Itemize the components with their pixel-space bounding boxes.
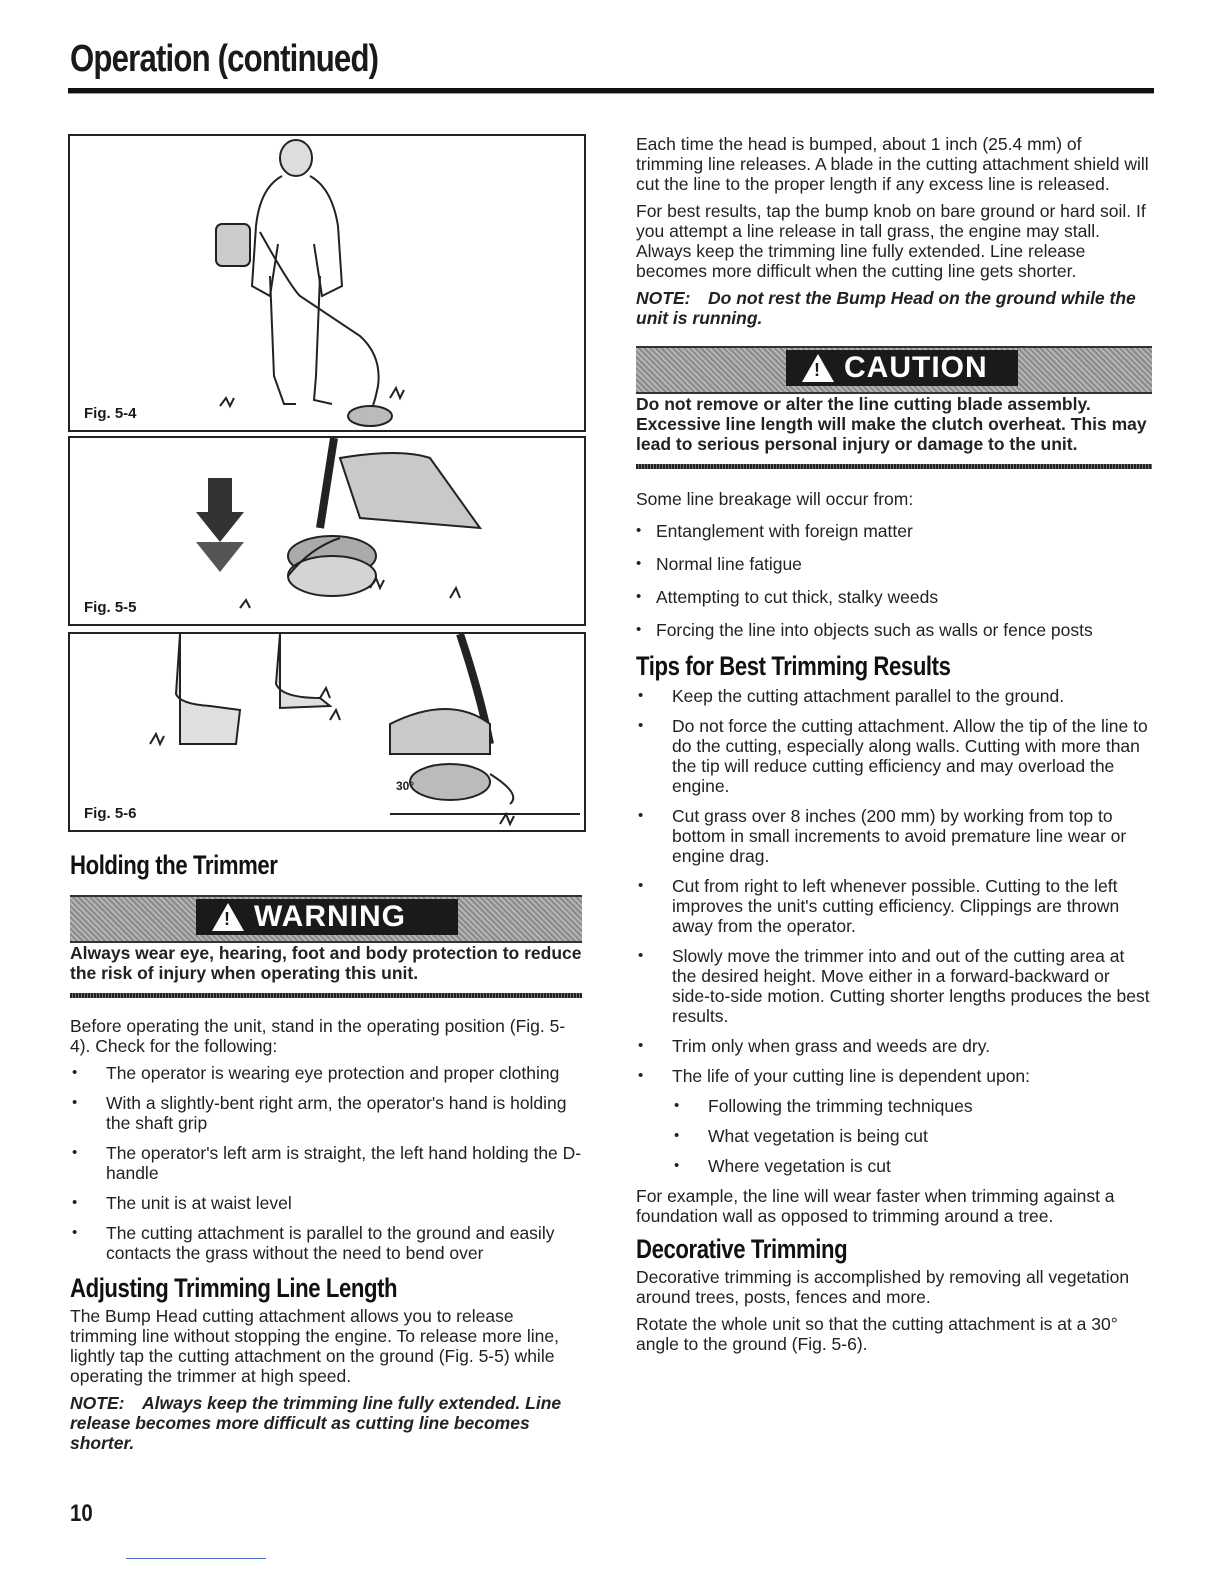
tips-heading: Tips for Best Trimming Results — [636, 651, 951, 681]
warning-text: Always wear eye, hearing, foot and body protection to reduce the risk of injury when operating this unit. — [70, 943, 582, 983]
caution-text: Do not remove or alter the line cutting blade assembly. Excessive line length will make the clutch overheat. This may lead to serious personal injury or damage to the unit. — [636, 394, 1147, 454]
list-item: • Where vegetation is cut — [636, 1156, 1152, 1176]
holding-heading: Holding the Trimmer — [70, 850, 278, 880]
list-item: • Keep the cutting attachment parallel to the ground. — [636, 686, 1152, 706]
bump-paragraph: Each time the head is bumped, about 1 inch (25.4 mm) of trimming line releases. A blade in the cutting attachment shield will cut the line to the proper length if any excess line is released. — [636, 134, 1149, 194]
adjusting-heading: Adjusting Trimming Line Length — [70, 1273, 398, 1303]
caution-label: CAUTION — [844, 351, 988, 384]
fig-5-5-label: Fig. 5-5 — [84, 599, 137, 616]
bump-head-illustration — [70, 438, 584, 624]
list-item: • Slowly move the trimmer into and out of the cutting area at the desired height. Move either in a forward-backward or side-to-side motion. Cutting shorter lengths produces the best results. — [636, 946, 1152, 1026]
left-column — [70, 850, 582, 1460]
page-title: Operation (continued) — [70, 38, 379, 80]
note-label: NOTE: — [70, 1393, 125, 1413]
note-text: Do not rest the Bump Head on the ground while the unit is running. — [636, 288, 1136, 328]
caution-banner-inner — [786, 350, 1018, 386]
list-item: • What vegetation is being cut — [636, 1126, 1152, 1146]
caution-icon: ! — [802, 354, 834, 382]
list-item: • The cutting attachment is parallel to the ground and easily contacts the grass without the need to bend over — [70, 1223, 582, 1263]
list-item: • Normal line fatigue — [636, 554, 1152, 574]
angle-label: 30° — [396, 779, 415, 793]
tips-sublist — [636, 1096, 1152, 1176]
caution-rule — [636, 464, 1152, 469]
list-item: • With a slightly-bent right arm, the operator's hand is holding the shaft grip — [70, 1093, 582, 1133]
adjusting-body: The Bump Head cutting attachment allows you to release trimming line without stopping the engine. To release more line, lightly tap the cutting attachment on the ground (Fig. 5-5) while operating the trimmer at high speed. — [70, 1306, 559, 1386]
right-column — [636, 134, 1152, 1361]
decorative-trim-illustration — [70, 634, 584, 830]
warning-banner — [70, 895, 582, 943]
breakage-list — [636, 521, 1152, 640]
list-item: • Forcing the line into objects such as walls or fence posts — [636, 620, 1152, 640]
list-item: • Entanglement with foreign matter — [636, 521, 1152, 541]
figure-5-4 — [68, 134, 586, 432]
warning-banner-inner — [196, 899, 458, 935]
caution-banner — [636, 346, 1152, 394]
figure-5-5 — [68, 436, 586, 626]
page-number: 10 — [70, 1500, 93, 1527]
warning-icon: ! — [212, 903, 244, 931]
title-rule — [68, 88, 1154, 94]
decorative-p1: Decorative trimming is accomplished by removing all vegetation around trees, posts, fences and more. — [636, 1267, 1130, 1307]
list-item: • The life of your cutting line is dependent upon: — [636, 1066, 1152, 1086]
decorative-p2: Rotate the whole unit so that the cutting attachment is at a 30° angle to the ground (Fig. 5-6). — [636, 1314, 1118, 1354]
holding-intro: Before operating the unit, stand in the operating position (Fig. 5-4). Check for the following: — [70, 1016, 566, 1056]
list-item: • Cut grass over 8 inches (200 mm) by working from top to bottom in small increments to avoid premature line wear or engine drag. — [636, 806, 1152, 866]
figure-5-6 — [68, 632, 586, 832]
adjusting-note — [70, 1393, 582, 1453]
list-item: • Attempting to cut thick, stalky weeds — [636, 587, 1152, 607]
footer-line — [126, 1558, 266, 1559]
note-text: Always keep the trimming line fully extended. Line release becomes more difficult as cutting line becomes shorter. — [70, 1393, 562, 1453]
fig-5-6-label: Fig. 5-6 — [84, 805, 137, 822]
decorative-heading: Decorative Trimming — [636, 1234, 848, 1264]
fig-5-4-label: Fig. 5-4 — [84, 405, 137, 422]
list-item: • Trim only when grass and weeds are dry. — [636, 1036, 1152, 1056]
list-item: • Cut from right to left whenever possible. Cutting to the left improves the unit's cutting efficiency. Clippings are thrown away from the operator. — [636, 876, 1152, 936]
warning-rule — [70, 993, 582, 998]
warning-label: WARNING — [254, 900, 406, 933]
list-item: • The operator's left arm is straight, the left hand holding the D-handle — [70, 1143, 582, 1183]
list-item: • Do not force the cutting attachment. Allow the tip of the line to do the cutting, especially along walls. Cutting with more than the tip will reduce cutting efficiency and may overload the engine. — [636, 716, 1152, 796]
tips-list — [636, 686, 1152, 1086]
operator-illustration — [70, 136, 584, 430]
results-paragraph: For best results, tap the bump knob on bare ground or hard soil. If you attempt a line release in tall grass, the engine may stall. Always keep the trimming line fully extended. Line release becomes more difficult when the cutting line gets shorter. — [636, 201, 1146, 281]
note-label: NOTE: — [636, 288, 691, 308]
bump-note — [636, 288, 1152, 328]
breakage-intro: Some line breakage will occur from: — [636, 489, 914, 509]
list-item: • Following the trimming techniques — [636, 1096, 1152, 1116]
list-item: • The operator is wearing eye protection and proper clothing — [70, 1063, 582, 1083]
holding-list — [70, 1063, 582, 1263]
example-paragraph: For example, the line will wear faster when trimming against a foundation wall as opposed to trimming around a tree. — [636, 1186, 1115, 1226]
list-item: • The unit is at waist level — [70, 1193, 582, 1213]
